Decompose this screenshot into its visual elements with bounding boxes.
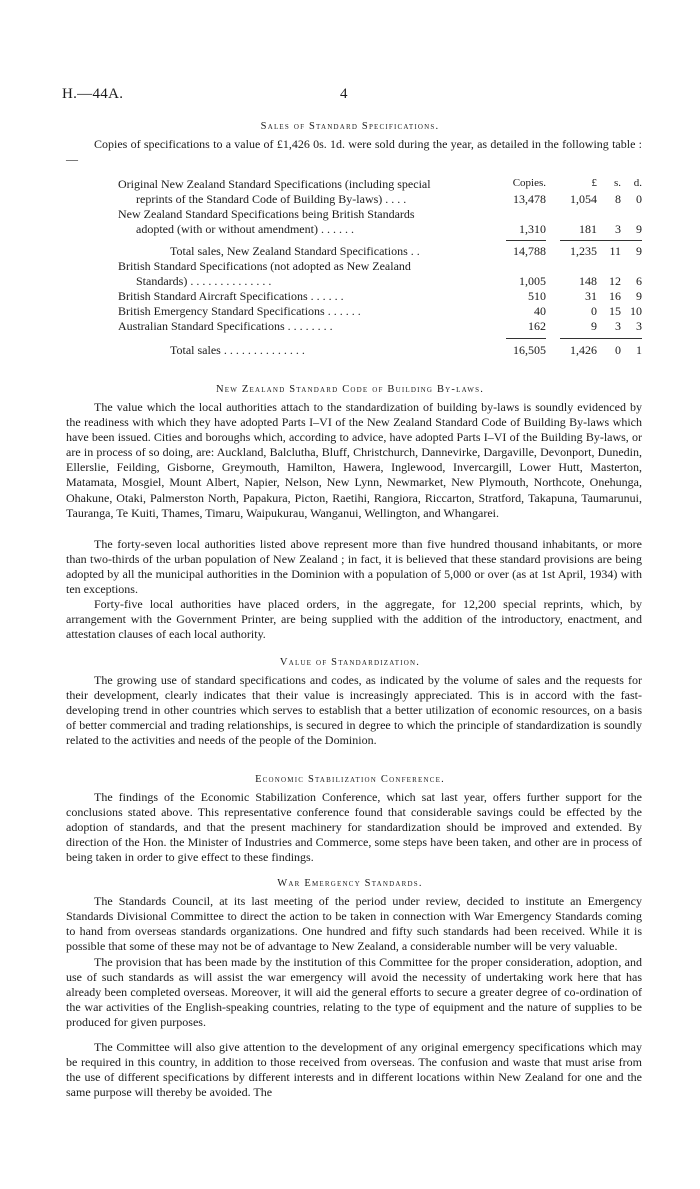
table-row [0,304,700,319]
row-pounds: 0 [591,304,597,318]
total-rule [506,338,546,339]
row-pounds: 1,426 [570,343,597,357]
col-pounds-header: £ [591,177,597,189]
row-shillings: 3 [615,319,621,333]
row-pounds: 31 [585,289,597,303]
row-copies: 16,505 [513,343,546,357]
col-copies-header: Copies. [512,177,546,189]
row-copies: 1,310 [519,222,546,236]
row-shillings: 15 [609,304,621,318]
row-shillings: 8 [615,192,621,206]
war-paragraph-2: The provision that has been made by the institution of this Committee for the proper consideration, adoption, and use of such standards as will assist the war emergency will avoid the necessity of undertaking work here that has already been completed overseas. Moreover, it will aid the general efforts to secure a greater degree of co-ordination of the war activities of the English-speaking countries, relating to the type of equipment and the nature of supplies to be produced for given purposes. [66,955,642,1030]
row-copies: 162 [528,319,546,333]
building-code-heading: New Zealand Standard Code of Building By-laws. [215,384,485,395]
table-row [0,289,700,304]
row-pounds: 9 [591,319,597,333]
row-shillings: 0 [615,343,621,357]
row-pence: 0 [636,192,642,206]
table-row [0,192,700,207]
war-heading: War Emergency Standards. [277,878,423,889]
row-copies: 13,478 [513,192,546,206]
building-code-paragraph-1: The value which the local authorities attach to the standardization of building by-laws is soundly evidenced by the readiness with which they have adopted Parts I–VI of the New Zealand Standard Code of Building By-laws which have been issued. Cities and boroughs which, according to advice, have adopted Parts I–VI of the Building By-laws, or are in process of so doing, are: Auckland, Balclutha, Bluff, Christchurch, Dannevirke, Dargaville, Devonport, Dunedin, Ellerslie, Feilding, Gisborne, Greymouth, Hamilton, Hawera, Inglewood, Invercargill, Lower Hutt, Masterton, Matamata, Mosgiel, Mount Albert, Napier, Nelson, New Lynn, Newmarket, New Plymouth, Northcote, Onehunga, Ohakune, Otaki, Palmerston North, Papakura, Picton, Raetihi, Rangiora, Riccarton, Stratford, Takapuna, Taumarunui, Tauranga, Te Kuiti, Thames, Timaru, Waipukurau, Wanganui, Wellington, and Whangarei. [66,400,642,520]
page-number: 4 [340,86,348,102]
war-paragraph-1: The Standards Council, at its last meeting of the period under review, decided to institute an Emergency Standards Divisional Committee to direct the action to be taken in connection with War Emergency Standards coming to hand from overseas standards organizations. One hundred and fifty such standards had been received. While it is possible that some of these may not be of advantage to New Zealand, a considerable number will be very valuable. [66,894,642,954]
row-pence: 9 [636,289,642,303]
col-shillings-header: s. [613,177,621,189]
row-shillings: 16 [609,289,621,303]
sales-intro: Copies of specifications to a value of £1,426 0s. 1d. were sold during the year, as detailed in the following table :— [66,137,642,167]
value-heading: Value of Standardization. [279,657,421,668]
row-shillings: 12 [609,274,621,288]
row-pence: 3 [636,319,642,333]
row-description: British Standard Specifications (not adopted as New Zealand [118,259,411,273]
row-pounds: 181 [579,222,597,236]
war-paragraph-3: The Committee will also give attention to the development of any original emergency specifications which may be required in this country, in addition to those received from overseas. The confusion and waste that must arise from the use of different specifications by different interests and in different locations within New Zealand for one and the same purpose will thereby be avoided. The [66,1040,642,1100]
row-pence: 6 [636,274,642,288]
table-row [0,319,700,334]
row-description: British Emergency Standard Specifications . . . . . . [118,304,361,318]
col-pence-header: d. [633,177,642,189]
row-description: British Standard Aircraft Specifications . . . . . . [118,289,344,303]
row-description: adopted (with or without amendment) . . . . . . [136,222,354,236]
row-pounds: 1,235 [570,244,597,258]
table-row [0,259,700,274]
row-description: New Zealand Standard Specifications being British Standards [118,207,415,221]
value-paragraph: The growing use of standard specifications and codes, as indicated by the volume of sales and the requests for their development, clearly indicates that their value is increasingly appreciated. This is in accord with the fast-developing trend in other countries which serves to establish that a better utilization of economic resources, on a basis of better commercial and trading relationships, is secured in degree to which the principle of standardization is soundly related to the activities and needs of the people of the Dominion. [66,673,642,748]
conference-heading: Economic Stabilization Conference. [255,774,445,785]
table-row [0,207,700,222]
row-description: reprints of the Standard Code of Building By-laws) . . . . [136,192,407,206]
subtotal-rule [560,240,642,241]
table-row-total [0,343,700,358]
row-copies: 14,788 [513,244,546,258]
building-code-paragraph-3: Forty-five local authorities have placed orders, in the aggregate, for 12,200 special reprints, which, by arrangement with the Government Printer, are being supplied with the addition of the introductory, enactment, and attestation clauses of each local authority. [66,597,642,642]
row-description: Original New Zealand Standard Specifications (including special [118,177,431,191]
subtotal-rule [506,240,546,241]
row-description: Australian Standard Specifications . . . . . . . . [118,319,333,333]
table-row [0,274,700,289]
table-row [0,177,700,192]
row-pence: 10 [630,304,642,318]
row-pounds: 1,054 [570,192,597,206]
table-row-subtotal [0,244,700,259]
row-description: Total sales, New Zealand Standard Specifications . . [170,244,420,258]
conference-paragraph: The findings of the Economic Stabilization Conference, which sat last year, offers further support for the conclusions stated above. This representative conference found that considerable savings could be effected by the adoption of standards, and that the present machinery for standardization should be improved and extended. By direction of the Hon. the Minister of Industries and Commerce, some steps have been taken, and other are in process of being taken in order to give effect to these findings. [66,790,642,865]
row-copies: 510 [528,289,546,303]
building-code-paragraph-2: The forty-seven local authorities listed above represent more than five hundred thousand inhabitants, or more than two-thirds of the urban population of New Zealand ; in fact, it is believed that these standard provisions are being adopted by all the municipal authorities in the Dominion with a population of 5,000 or over (as at 1st April, 1934) with ten exceptions. [66,537,642,597]
document-reference: H.—44A. [62,86,124,102]
row-description: Total sales . . . . . . . . . . . . . . [170,343,305,357]
row-pence: 9 [636,222,642,236]
sales-heading: Sales of Standard Specifications. [260,121,440,132]
row-pence: 1 [636,343,642,357]
row-pounds: 148 [579,274,597,288]
row-pence: 9 [636,244,642,258]
row-copies: 1,005 [519,274,546,288]
row-shillings: 3 [615,222,621,236]
total-rule [560,338,642,339]
row-description: Standards) . . . . . . . . . . . . . . [136,274,272,288]
row-copies: 40 [534,304,546,318]
row-shillings: 11 [609,244,621,258]
table-row [0,222,700,237]
